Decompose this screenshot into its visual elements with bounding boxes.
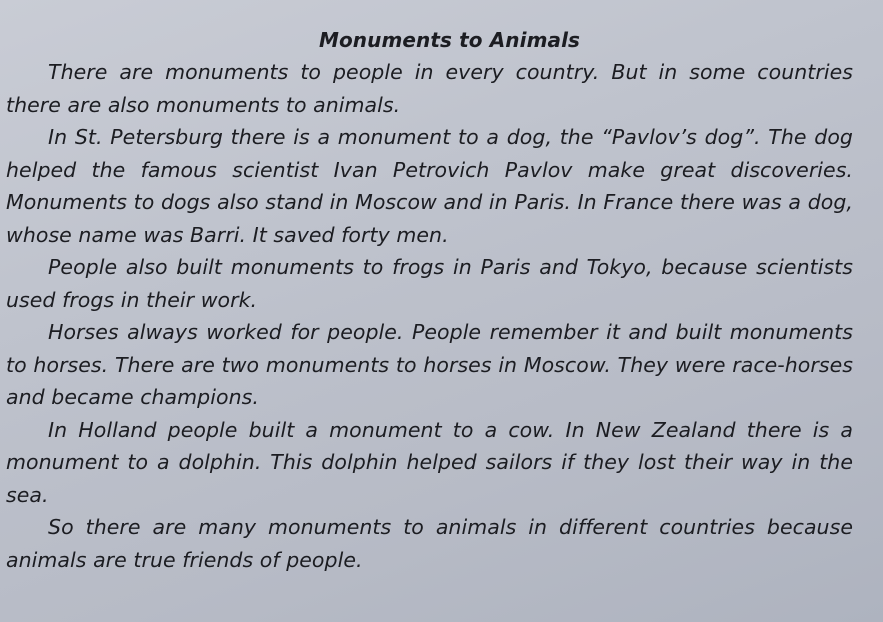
paragraph-5: In Holland people built a monument to a cow. In New Zealand there is a monument to a dolphin. This dolphin helped sailors if they lost their way in the sea.: [6, 417, 853, 507]
paragraph-6: So there are many monuments to animals in different countries because animals are true friends of people.: [6, 515, 853, 572]
paragraph-1: There are monuments to people in every country. But in some countries there are also monuments to animals.: [6, 60, 853, 117]
paragraph-2: In St. Petersburg there is a monument to a dog, the “Pavlov’s dog”. The dog helped the famous scientist Ivan Petrovich Pavlov make great discoveries. Monuments to dogs also stand in Moscow and in Paris. In France there was a dog, whose name was Barri. It saved forty men.: [6, 125, 853, 247]
paragraph-3: People also built monuments to frogs in Paris and Tokyo, because scientists used frogs in their work.: [6, 255, 853, 312]
paragraph-4: Horses always worked for people. People remember it and built monuments to horses. There are two monuments to horses in Moscow. They were race-horses and became champions.: [6, 320, 853, 409]
document-title: Monuments to Animals: [318, 28, 581, 52]
